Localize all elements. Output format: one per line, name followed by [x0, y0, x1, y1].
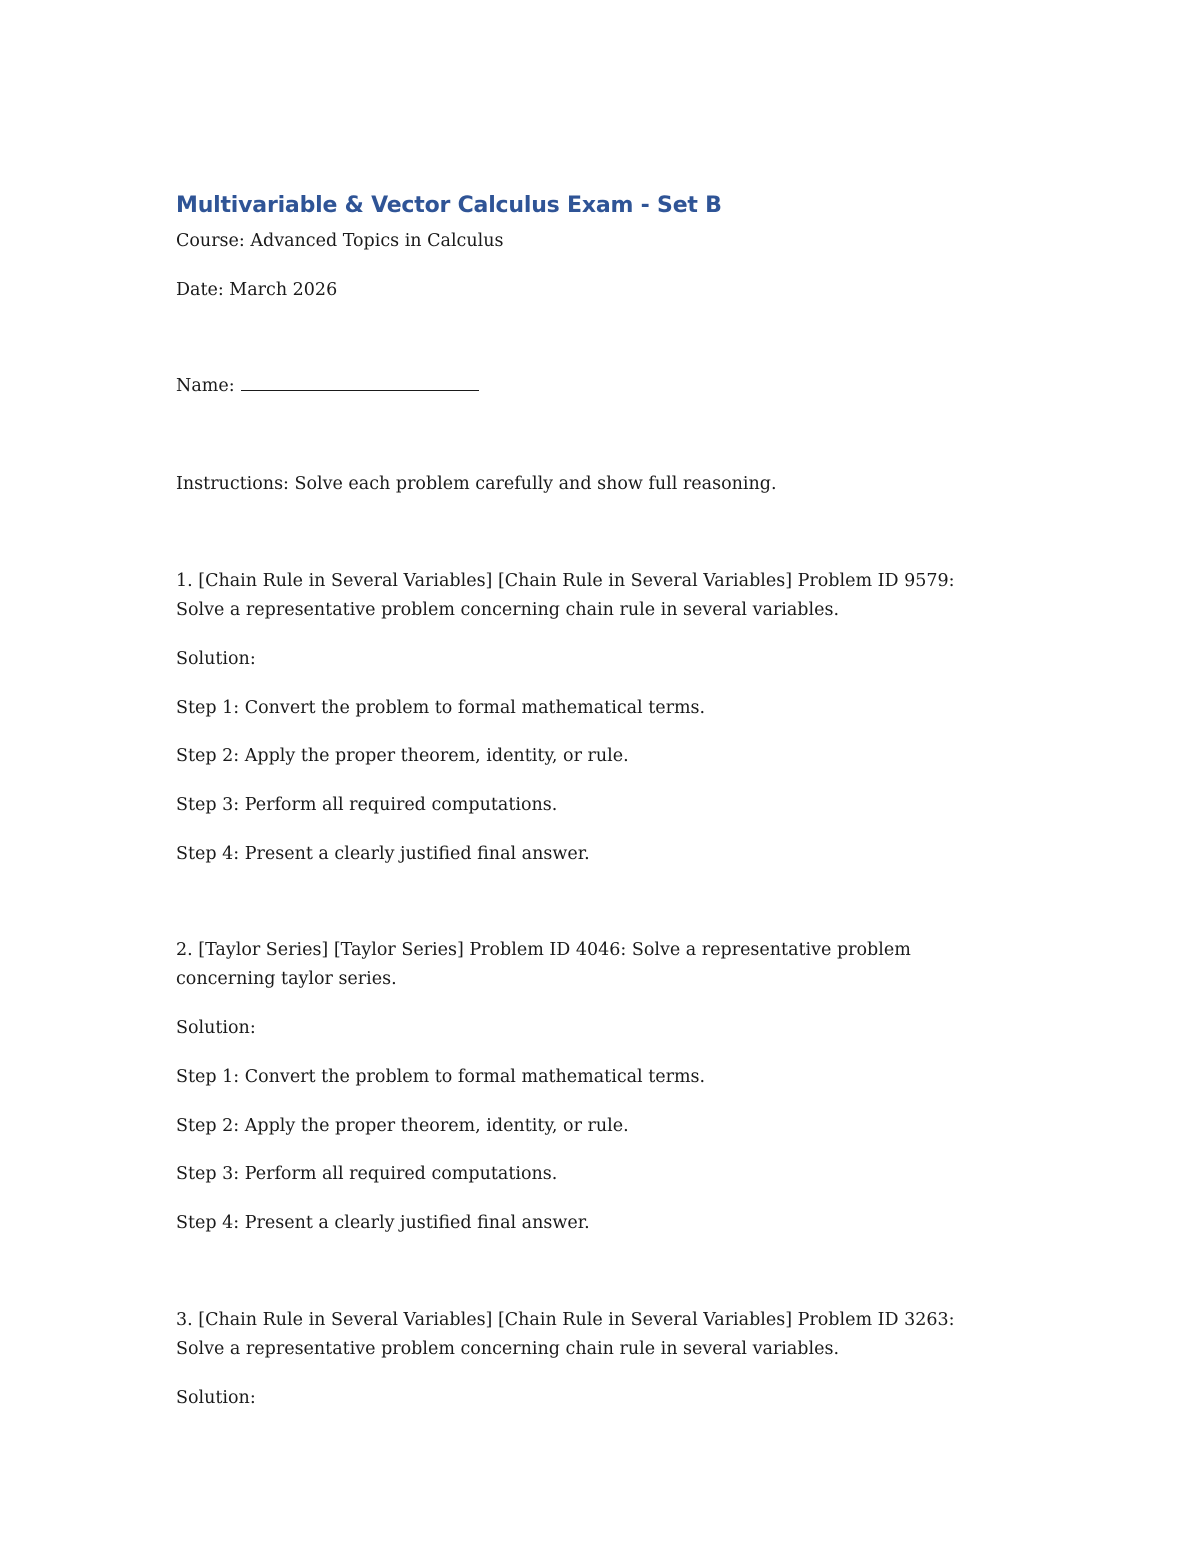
name-label: Name:	[176, 376, 235, 396]
instructions: Instructions: Solve each problem carefully and show full reasoning.	[176, 474, 777, 494]
problem-3-text-line-1: 3. [Chain Rule in Several Variables] [Chain Rule in Several Variables] Problem ID 3263:	[176, 1310, 955, 1330]
problem-1-step-3: Step 3: Perform all required computations.	[176, 795, 558, 815]
problem-2-step-3: Step 3: Perform all required computations.	[176, 1164, 558, 1184]
problem-2-step-4: Step 4: Present a clearly justified final answer.	[176, 1213, 590, 1233]
problem-1-solution-label: Solution:	[176, 649, 256, 669]
problem-1-step-2: Step 2: Apply the proper theorem, identity, or rule.	[176, 746, 629, 766]
problem-2-text-line-1: 2. [Taylor Series] [Taylor Series] Problem ID 4046: Solve a representative problem	[176, 940, 911, 960]
name-field[interactable]	[176, 374, 479, 398]
problem-1-text-line-1: 1. [Chain Rule in Several Variables] [Chain Rule in Several Variables] Problem ID 9579:	[176, 571, 955, 591]
problem-2-step-2: Step 2: Apply the proper theorem, identity, or rule.	[176, 1116, 629, 1136]
problem-2-text-line-2: concerning taylor series.	[176, 969, 397, 989]
course-line: Course: Advanced Topics in Calculus	[176, 231, 504, 251]
problem-2-step-1: Step 1: Convert the problem to formal mathematical terms.	[176, 1067, 706, 1087]
date-line: Date: March 2026	[176, 280, 338, 300]
problem-3-text-line-2: Solve a representative problem concerning chain rule in several variables.	[176, 1339, 840, 1359]
name-blank-line[interactable]	[241, 374, 479, 391]
problem-3-solution-label: Solution:	[176, 1388, 256, 1408]
problem-1-step-4: Step 4: Present a clearly justified final answer.	[176, 844, 590, 864]
page-title: Multivariable & Vector Calculus Exam - Set B	[176, 193, 722, 218]
problem-1-step-1: Step 1: Convert the problem to formal mathematical terms.	[176, 698, 706, 718]
problem-1-text-line-2: Solve a representative problem concerning chain rule in several variables.	[176, 600, 840, 620]
problem-2-solution-label: Solution:	[176, 1018, 256, 1038]
